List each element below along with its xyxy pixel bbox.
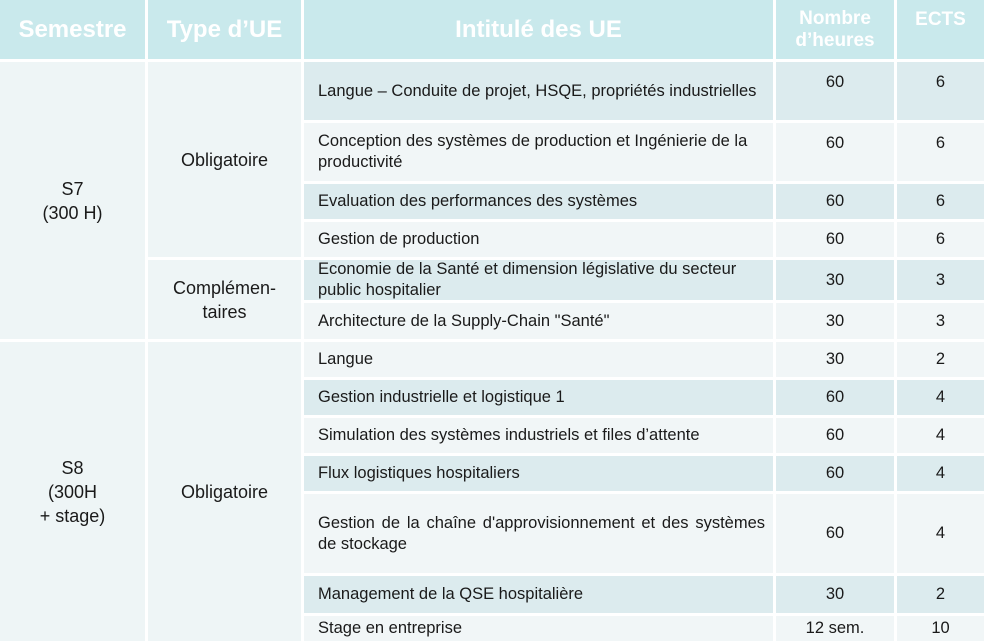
table-row-title: Simulation des systèmes industriels et files d’attente (304, 418, 776, 456)
table-row-hours: 60 (776, 123, 897, 184)
type-obligatoire-s7: Obligatoire (148, 62, 304, 260)
table-row-ects: 4 (897, 456, 987, 494)
table-row-title: Gestion de la chaîne d'approvisionnement et des systèmes de stockage (304, 494, 776, 576)
type-complementaires-s7: Complémen- taires (148, 260, 304, 342)
table-row-title: Economie de la Santé et dimension législative du secteur public hospitalier (304, 260, 776, 303)
semester-s7: S7 (300 H) (0, 62, 148, 342)
header-ects: ECTS (897, 0, 987, 62)
table-row-hours: 60 (776, 494, 897, 576)
header-intitule: Intitulé des UE (304, 0, 776, 62)
table-row-ects: 10 (897, 616, 987, 644)
table-row-title: Gestion de production (304, 222, 776, 260)
table-row-ects: 4 (897, 380, 987, 418)
table-row-title: Conception des systèmes de production et Ingénierie de la productivité (304, 123, 776, 184)
table-row-ects: 6 (897, 62, 987, 123)
table-row-hours: 60 (776, 456, 897, 494)
table-row-ects: 3 (897, 260, 987, 303)
header-semestre: Semestre (0, 0, 148, 62)
header-heures: Nombre d’heures (776, 0, 897, 62)
table-row-title: Evaluation des performances des systèmes (304, 184, 776, 222)
semester-s8: S8 (300H + stage) (0, 342, 148, 644)
table-row-hours: 30 (776, 342, 897, 380)
table-row-ects: 6 (897, 222, 987, 260)
table-row-hours: 60 (776, 418, 897, 456)
table-row-hours: 60 (776, 62, 897, 123)
type-obligatoire-s8: Obligatoire (148, 342, 304, 644)
header-type-ue: Type d’UE (148, 0, 304, 62)
table-row-title: Flux logistiques hospitaliers (304, 456, 776, 494)
table-row-hours: 60 (776, 184, 897, 222)
table-row-hours: 30 (776, 260, 897, 303)
table-row-ects: 2 (897, 342, 987, 380)
table-row-hours: 30 (776, 576, 897, 616)
table-row-title: Gestion industrielle et logistique 1 (304, 380, 776, 418)
table-row-ects: 4 (897, 494, 987, 576)
table-row-title: Stage en entreprise (304, 616, 776, 644)
table-row-hours: 30 (776, 303, 897, 342)
table-row-hours: 12 sem. (776, 616, 897, 644)
table-row-ects: 3 (897, 303, 987, 342)
table-row-ects: 2 (897, 576, 987, 616)
table-row-ects: 6 (897, 123, 987, 184)
table-row-ects: 4 (897, 418, 987, 456)
table-row-title: Management de la QSE hospitalière (304, 576, 776, 616)
table-row-title: Architecture de la Supply-Chain "Santé" (304, 303, 776, 342)
table-row-title: Langue (304, 342, 776, 380)
table-row-hours: 60 (776, 222, 897, 260)
table-row-hours: 60 (776, 380, 897, 418)
table-row-ects: 6 (897, 184, 987, 222)
table-row-title: Langue – Conduite de projet, HSQE, propriétés industrielles (304, 62, 776, 123)
